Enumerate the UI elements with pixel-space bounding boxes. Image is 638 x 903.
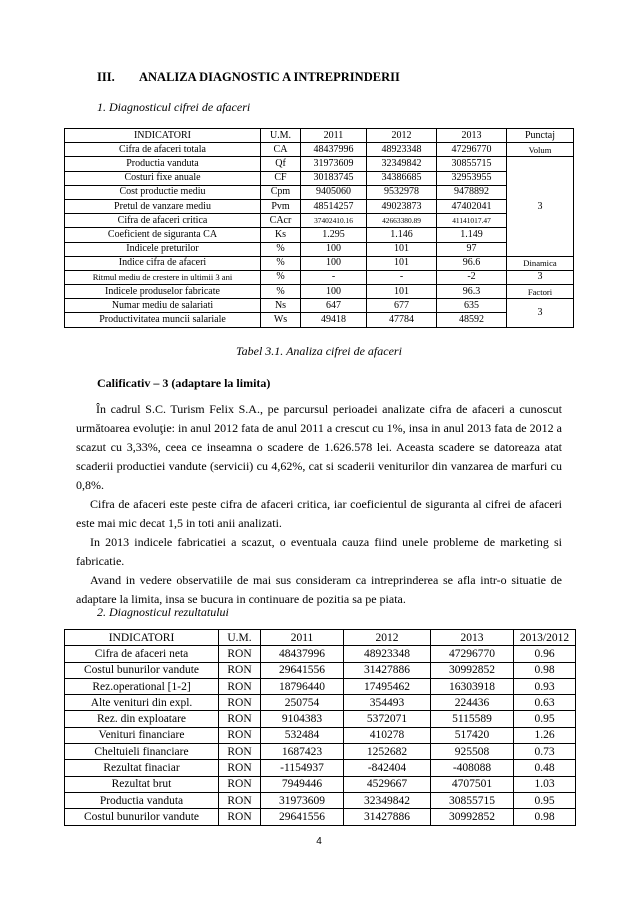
table-cell: Cheltuieli financiare [65, 744, 219, 760]
subheading-cifra-afaceri: 1. Diagnosticul cifrei de afaceri [97, 100, 251, 114]
table-cell: -1154937 [261, 760, 344, 776]
table-row [65, 809, 576, 825]
table-cell: 37402410.16 [301, 214, 367, 228]
table-cell: 29641556 [261, 809, 344, 825]
table-cell: 0.63 [514, 695, 576, 711]
table-cell: Indicele preturilor [65, 242, 261, 256]
table-cell: 48437996 [301, 143, 367, 157]
table-cell: 47784 [367, 313, 437, 327]
table-cell: Dinamica [507, 256, 574, 270]
section-number: III. [97, 70, 115, 84]
table-cell: Productia vanduta [65, 157, 261, 171]
table-row [65, 299, 574, 313]
table-cell: 29641556 [261, 662, 344, 678]
table-cell: Cifra de afaceri neta [65, 646, 219, 662]
table-row [65, 776, 576, 792]
table-cell: 677 [367, 299, 437, 313]
table-cell: 100 [301, 285, 367, 299]
table-cell: 101 [367, 242, 437, 256]
table-cell: 30855715 [437, 157, 507, 171]
table-row [65, 143, 574, 157]
table-cell: RON [219, 792, 261, 808]
subheading-rezultat: 2. Diagnosticul rezultatului [97, 605, 229, 619]
table-cell: 1.295 [301, 228, 367, 242]
table-cell: Indice cifra de afaceri [65, 256, 261, 270]
table-cell: Pvm [261, 199, 301, 213]
table-cell: 48437996 [261, 646, 344, 662]
table-cell: RON [219, 646, 261, 662]
table-cell: Rezultat finaciar [65, 760, 219, 776]
paragraph: In 2013 indicele fabricatiei a scazut, o eventuala cauza fiind unele probleme de marketing si fabricatie. [76, 535, 562, 568]
table-cell: % [261, 242, 301, 256]
table-cell: 532484 [261, 727, 344, 743]
table-cell: 101 [367, 256, 437, 270]
table-cell: INDICATORI [65, 630, 219, 646]
table-cell: RON [219, 662, 261, 678]
table-row [65, 256, 574, 270]
table-cell: 47296770 [431, 646, 514, 662]
table-cell: 49023873 [367, 199, 437, 213]
table-cell: INDICATORI [65, 129, 261, 143]
table-cell: 47402041 [437, 199, 507, 213]
table-cell: Ritmul mediu de crestere in ultimii 3 ani [65, 270, 261, 284]
table-cell: Numar mediu de salariati [65, 299, 261, 313]
table-cell: Ns [261, 299, 301, 313]
table-cell: CA [261, 143, 301, 157]
table-cell: Indicele produselor fabricate [65, 285, 261, 299]
table-cell: U.M. [219, 630, 261, 646]
table-cell: 647 [301, 299, 367, 313]
table-cell: Venituri financiare [65, 727, 219, 743]
table-cell: Costuri fixe anuale [65, 171, 261, 185]
table-cell: 41141017.47 [437, 214, 507, 228]
table-cell: 1.146 [367, 228, 437, 242]
table-row [65, 678, 576, 694]
table-cell: 5115589 [431, 711, 514, 727]
table-cell: 0.95 [514, 792, 576, 808]
table-cell: 101 [367, 285, 437, 299]
table-cell: U.M. [261, 129, 301, 143]
table-cell: 3 [507, 299, 574, 327]
table-cell: 96.3 [437, 285, 507, 299]
table-cell: RON [219, 760, 261, 776]
table-cell: 2012 [344, 630, 431, 646]
table-cell: 9478892 [437, 185, 507, 199]
table-row [65, 744, 576, 760]
table-cell: RON [219, 776, 261, 792]
table-cell: 410278 [344, 727, 431, 743]
table-row [65, 228, 574, 242]
table-cell: Qf [261, 157, 301, 171]
table-row [65, 199, 574, 213]
table-cell: 9532978 [367, 185, 437, 199]
table-row [65, 171, 574, 185]
table-row [65, 711, 576, 727]
table-cell: 30992852 [431, 809, 514, 825]
table-cell: 2013 [437, 129, 507, 143]
table-cell: 30183745 [301, 171, 367, 185]
table-row [65, 727, 576, 743]
table-cell: 925508 [431, 744, 514, 760]
paragraph: Cifra de afaceri este peste cifra de afaceri critica, iar coeficientul de siguranta al cifrei de afaceri este mai mic decat 1,5 in toti anii analizati. [76, 497, 562, 530]
table-row [65, 242, 574, 256]
table-cell: 18796440 [261, 678, 344, 694]
table-cell: - [301, 270, 367, 284]
table-cell: 1252682 [344, 744, 431, 760]
calificativ: Calificativ – 3 (adaptare la limita) [97, 376, 271, 390]
table-cell: 32953955 [437, 171, 507, 185]
table-cell: 30992852 [431, 662, 514, 678]
table-cell: 3 [507, 270, 574, 284]
table-cell: 17495462 [344, 678, 431, 694]
table-cell: 0.95 [514, 711, 576, 727]
table-row [65, 185, 574, 199]
table-cell: 42663380.89 [367, 214, 437, 228]
table-cell: Rezultat brut [65, 776, 219, 792]
table-cell: 0.98 [514, 662, 576, 678]
table-cell: 31973609 [261, 792, 344, 808]
table-row [65, 214, 574, 228]
table-cell: 224436 [431, 695, 514, 711]
table-cell: 31973609 [301, 157, 367, 171]
table-cell: 2013/2012 [514, 630, 576, 646]
table-cell: 0.96 [514, 646, 576, 662]
table-cell: Cifra de afaceri critica [65, 214, 261, 228]
table-cell: -842404 [344, 760, 431, 776]
table-cell: Alte venituri din expl. [65, 695, 219, 711]
table-cell: -2 [437, 270, 507, 284]
table-caption: Tabel 3.1. Analiza cifrei de afaceri [236, 344, 402, 358]
table-cell: % [261, 256, 301, 270]
table-row [65, 285, 574, 299]
table-cell: 100 [301, 242, 367, 256]
table-cell: Ws [261, 313, 301, 327]
table-cell: 4529667 [344, 776, 431, 792]
table-row [65, 662, 576, 678]
table-cell: -408088 [431, 760, 514, 776]
table-cell: Cpm [261, 185, 301, 199]
table-cell: 31427886 [344, 662, 431, 678]
table-cell: 9104383 [261, 711, 344, 727]
table-cell: Coeficient de siguranta CA [65, 228, 261, 242]
table-cell: RON [219, 711, 261, 727]
table-cell: 48923348 [367, 143, 437, 157]
table-rezultat [64, 629, 576, 826]
table-cell: 96.6 [437, 256, 507, 270]
table-cell: Volum [507, 143, 574, 157]
table-row [65, 646, 576, 662]
table-cell: Productivitatea muncii salariale [65, 313, 261, 327]
table-cell: 30855715 [431, 792, 514, 808]
table-cell: 31427886 [344, 809, 431, 825]
table-cell: 2013 [431, 630, 514, 646]
table-cell: 5372071 [344, 711, 431, 727]
table-cell: 34386685 [367, 171, 437, 185]
table-cell: % [261, 285, 301, 299]
table-cell: Rez.operational [1-2] [65, 678, 219, 694]
table-cell: RON [219, 744, 261, 760]
page-number: 4 [316, 836, 322, 847]
table-cell: Punctaj [507, 129, 574, 143]
table-cell: Costul bunurilor vandute [65, 662, 219, 678]
table-cell: RON [219, 695, 261, 711]
table-cell: 635 [437, 299, 507, 313]
table-cell: Rez. din exploatare [65, 711, 219, 727]
table-cell: 47296770 [437, 143, 507, 157]
table-cell: Factori [507, 285, 574, 299]
table-cell: 1.26 [514, 727, 576, 743]
table-cell: 16303918 [431, 678, 514, 694]
table-cell: 4707501 [431, 776, 514, 792]
table-cell: Cost productie mediu [65, 185, 261, 199]
table-cifra-afaceri [64, 128, 574, 328]
table-cell: CAcr [261, 214, 301, 228]
table-cell: 97 [437, 242, 507, 256]
table-row [65, 760, 576, 776]
table-cell: 0.73 [514, 744, 576, 760]
table-cell: % [261, 270, 301, 284]
table-cell: 7949446 [261, 776, 344, 792]
table-cell: 1.03 [514, 776, 576, 792]
table-row [65, 792, 576, 808]
paragraph: În cadrul S.C. Turism Felix S.A., pe parcursul perioadei analizate cifra de afaceri a cunoscut următoarea evoluţie: in anul 2012 fata de anul 2011 a crescut cu 1%, insa in anul 2013 fata de 2012 a scazut cu 3,33%, ceea ce inseamna o scadere de 1.626.578 lei. Aceasta scadere se datoreaza atat scaderii productiei vandute (servicii) cu 4,62%, cat si scaderii veniturilor din vanzarea de marfuri cu 0,8%. [76, 402, 562, 492]
table-cell: Productia vanduta [65, 792, 219, 808]
table-cell: 48592 [437, 313, 507, 327]
table-row [65, 695, 576, 711]
table-cell: 32349842 [367, 157, 437, 171]
table-cell: 9405060 [301, 185, 367, 199]
table-cell: RON [219, 727, 261, 743]
section-title: ANALIZA DIAGNOSTIC A INTREPRINDERII [139, 70, 400, 84]
table-cell: 32349842 [344, 792, 431, 808]
table-cell: 1.149 [437, 228, 507, 242]
table-cell: 2011 [301, 129, 367, 143]
table-cell: 0.48 [514, 760, 576, 776]
table-cell: RON [219, 678, 261, 694]
table-cell: 49418 [301, 313, 367, 327]
table-cell: 48923348 [344, 646, 431, 662]
section-heading [97, 70, 400, 85]
table-cell: - [367, 270, 437, 284]
table-cell: RON [219, 809, 261, 825]
table-header-row [65, 630, 576, 646]
table-row [65, 270, 574, 284]
table-cell: 517420 [431, 727, 514, 743]
table-cell: Costul bunurilor vandute [65, 809, 219, 825]
table-cell: 1687423 [261, 744, 344, 760]
table-cell: Pretul de vanzare mediu [65, 199, 261, 213]
table-row [65, 157, 574, 171]
table-cell: CF [261, 171, 301, 185]
table-cell: Ks [261, 228, 301, 242]
table-cell: 2011 [261, 630, 344, 646]
body-text [76, 400, 562, 609]
table-cell: 0.98 [514, 809, 576, 825]
paragraph: Avand in vedere observatiile de mai sus consideram ca intreprinderea se afla intr-o situatie de adaptare la limita, insa se bucura in continuare de pozitia sa pe piata. [76, 573, 562, 606]
table-cell: 354493 [344, 695, 431, 711]
table-cell: 3 [507, 157, 574, 256]
table-cell: Cifra de afaceri totala [65, 143, 261, 157]
table-cell: 0.93 [514, 678, 576, 694]
table-cell: 250754 [261, 695, 344, 711]
table-cell: 2012 [367, 129, 437, 143]
table-header-row [65, 129, 574, 143]
table-cell: 48514257 [301, 199, 367, 213]
table-cell: 100 [301, 256, 367, 270]
table-row [65, 313, 574, 327]
